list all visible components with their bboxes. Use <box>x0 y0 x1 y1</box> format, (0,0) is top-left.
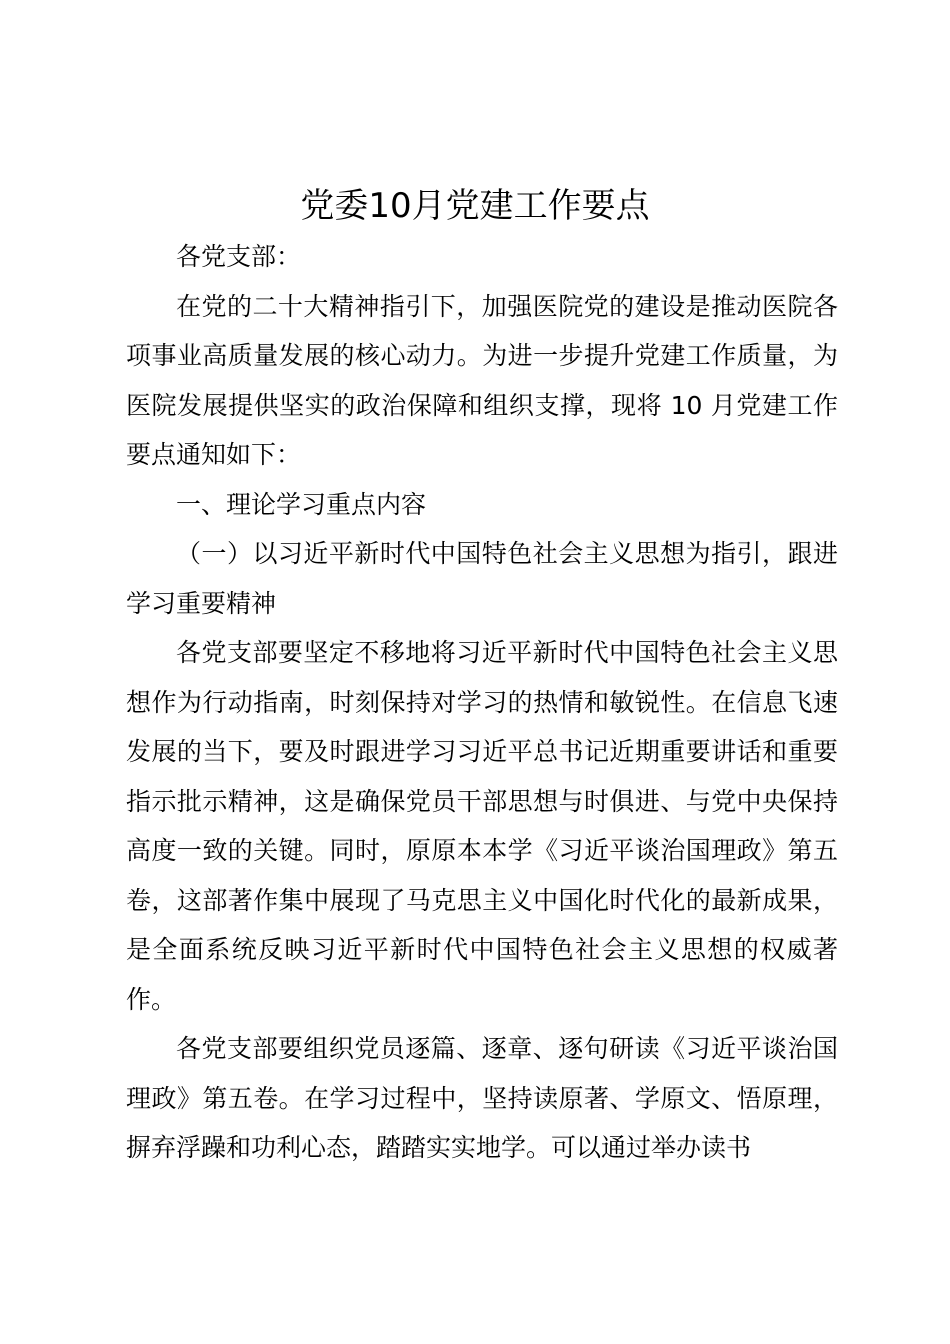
document-body <box>126 232 838 1173</box>
document-title: 党委10月党建工作要点 <box>300 186 650 226</box>
salutation: 各党支部： <box>176 242 302 271</box>
body-paragraph: 各党支部要组织党员逐篇、逐章、逐句研读《习近平谈治国理政》第五卷。在学习过程中，坚持读原著、学原文、悟原理，摒弃浮躁和功利心态，踏踏实实地学。可以通过举办读书 <box>126 1034 838 1162</box>
body-paragraph: 各党支部要坚定不移地将习近平新时代中国特色社会主义思想作为行动指南，时刻保持对学习的热情和敏锐性。在信息飞速发展的当下，要及时跟进学习习近平总书记近期重要讲话和重要指示批示精神，这是确保党员干部思想与时俱进、与党中央保持高度一致的关键。同时，原原本本学《习近平谈治国理政》第五卷，这部著作集中展现了马克思主义中国化时代化的最新成果，是全面系统反映习近平新时代中国特色社会主义思想的权威著作。 <box>126 638 838 1014</box>
subsection-heading: （一）以习近平新时代中国特色社会主义思想为指引，跟进学习重要精神 <box>126 539 838 618</box>
intro-paragraph: 在党的二十大精神指引下，加强医院党的建设是推动医院各项事业高质量发展的核心动力。为进一步提升党建工作质量，为医院发展提供坚实的政治保障和组织支撑，现将 10 月党建工作要点通知如下： <box>126 291 838 469</box>
section-heading: 一、理论学习重点内容 <box>176 489 427 519</box>
